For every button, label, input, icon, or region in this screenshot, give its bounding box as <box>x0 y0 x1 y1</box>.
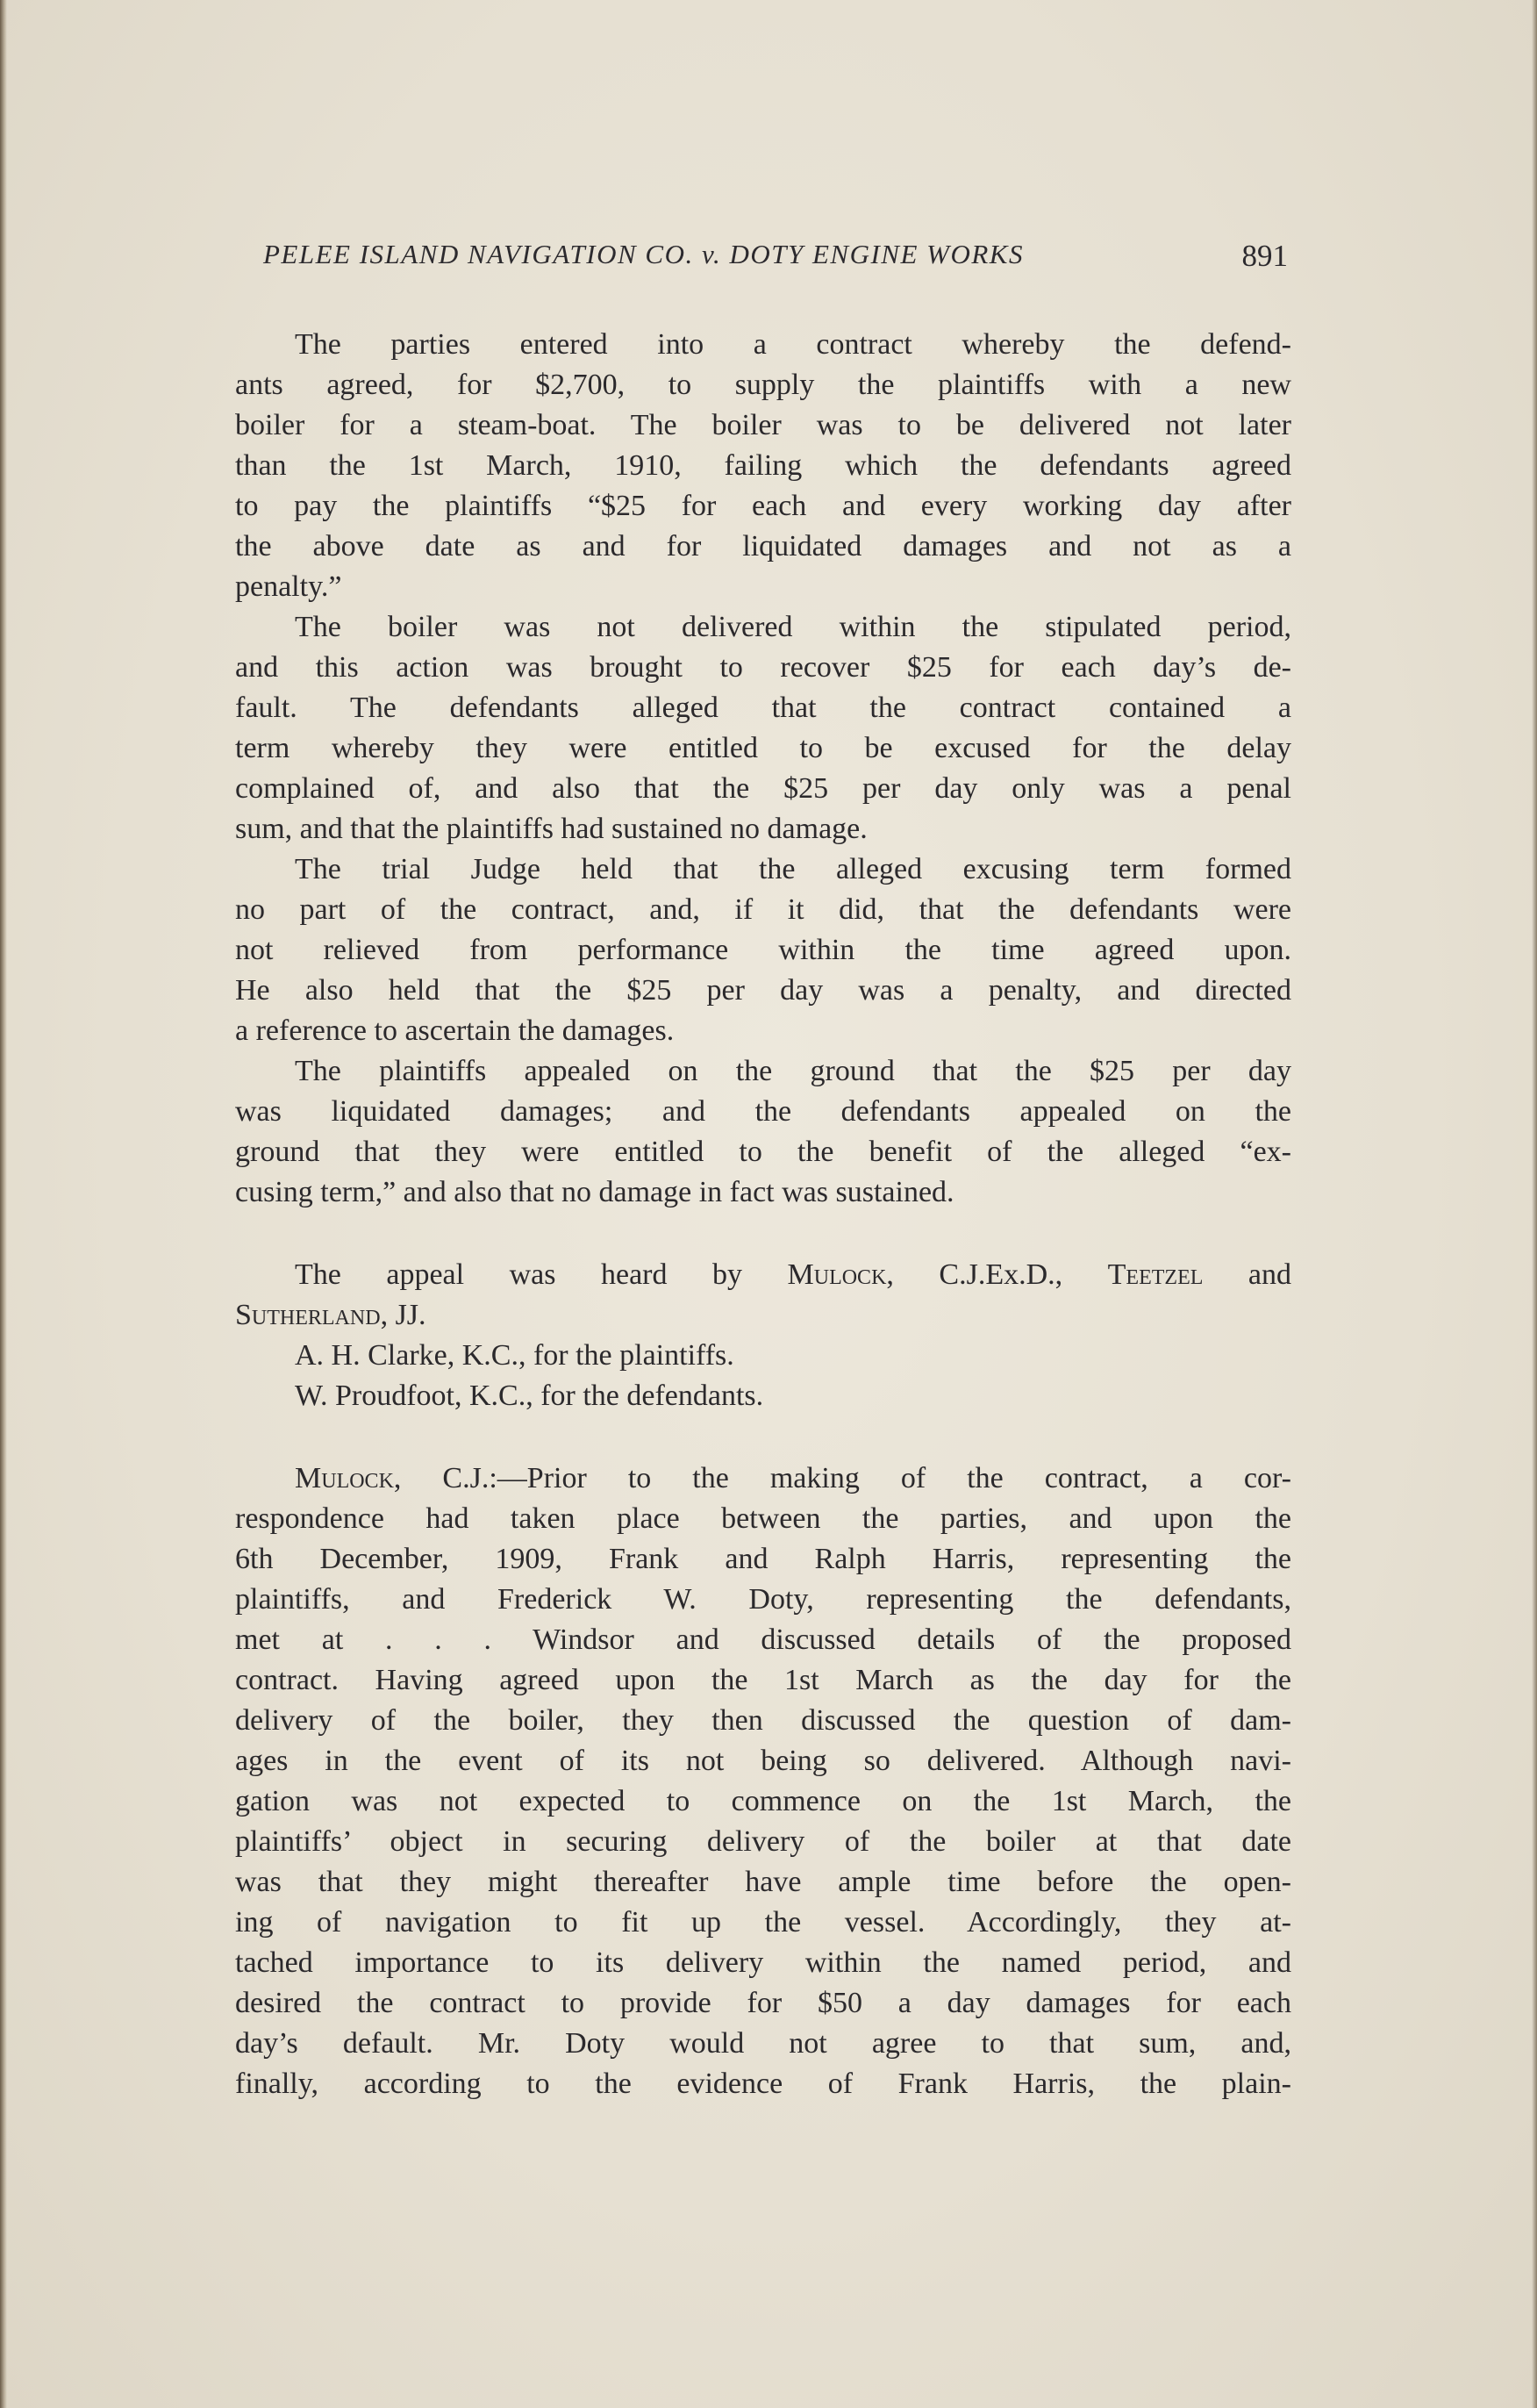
text-line: He also held that the $25 per day was a penalty, and directed <box>235 974 1291 1007</box>
section-gap <box>235 1213 1291 1255</box>
judge-name: Teetzel <box>1107 1258 1204 1291</box>
text-line: sum, and that the plaintiffs had sustained no damage. <box>235 813 868 845</box>
text-line: desired the contract to provide for $50 a day damages for each <box>235 1987 1291 2019</box>
text-line: complained of, and also that the $25 per day only was a penal <box>235 772 1291 805</box>
judgment-paragraph <box>235 1458 1291 2104</box>
page-number: 891 <box>1241 239 1288 273</box>
hearing-text: , JJ. <box>380 1299 426 1331</box>
text-line <box>235 1458 1291 1499</box>
text-line: respondence had taken place between the parties, and upon the <box>235 1502 1291 1535</box>
judge-name: Mulock <box>295 1462 394 1494</box>
text-line: finally, according to the evidence of Frank Harris, the plain- <box>235 2068 1291 2100</box>
counsel-line: W. Proudfoot, K.C., for the defendants. <box>295 1380 764 1412</box>
headnote-paragraph-2 <box>235 607 1291 849</box>
page-right-edge <box>1532 0 1537 2408</box>
text-line: The trial Judge held that the alleged excusing term formed <box>295 853 1291 885</box>
text-line: to pay the plaintiffs “$25 for each and every working day after <box>235 490 1291 522</box>
text-line <box>235 1295 1291 1336</box>
text-line: plaintiffs, and Frederick W. Doty, representing the defendants, <box>235 1583 1291 1616</box>
text-line: and this action was brought to recover $25 for each day’s de- <box>235 651 1291 684</box>
section-gap <box>235 1416 1291 1458</box>
text-line: cusing term,” and also that no damage in fact was sustained. <box>235 1176 954 1208</box>
page-binding-edge <box>0 0 7 2408</box>
counsel-line: A. H. Clarke, K.C., for the plaintiffs. <box>295 1339 734 1372</box>
judge-name: Mulock <box>787 1258 887 1291</box>
text-line: was liquidated damages; and the defendants appealed on the <box>235 1095 1291 1128</box>
headnote-paragraph-1 <box>235 325 1291 607</box>
text-line <box>235 1255 1291 1295</box>
text-line: was that they might thereafter have ample time before the open- <box>235 1866 1291 1898</box>
hearing-text: and <box>1203 1258 1291 1291</box>
text-line: met at . . . Windsor and discussed details of the proposed <box>235 1623 1291 1656</box>
text-line: The boiler was not delivered within the stipulated period, <box>295 611 1291 643</box>
text-line: term whereby they were entitled to be excused for the delay <box>235 732 1291 764</box>
text-line: contract. Having agreed upon the 1st March as the day for the <box>235 1664 1291 1696</box>
text-line: ground that they were entitled to the benefit of the alleged “ex- <box>235 1136 1291 1168</box>
judge-name: Sutherland <box>235 1299 381 1331</box>
text-line: day’s default. Mr. Doty would not agree to that sum, and, <box>235 2027 1291 2060</box>
hearing-text: The appeal was heard by <box>295 1258 788 1291</box>
judgment-opening-text: , C.J.:—Prior to the making of the contract, a cor- <box>393 1462 1291 1494</box>
text-line: gation was not expected to commence on the 1st March, the <box>235 1785 1291 1817</box>
text-line: no part of the contract, and, if it did, that the defendants were <box>235 893 1291 926</box>
hearing-text: , C.J.Ex.D., <box>886 1258 1108 1291</box>
text-line: penalty.” <box>235 570 342 603</box>
text-line: delivery of the boiler, they then discussed the question of dam- <box>235 1704 1291 1737</box>
page-header <box>263 239 1288 283</box>
text-line: a reference to ascertain the damages. <box>235 1014 675 1047</box>
headnote-paragraph-4 <box>235 1051 1291 1213</box>
text-line: tached importance to its delivery within the named period, and <box>235 1946 1291 1979</box>
text-line: 6th December, 1909, Frank and Ralph Harris, representing the <box>235 1543 1291 1575</box>
text-line: ing of navigation to fit up the vessel. Accordingly, they at- <box>235 1906 1291 1939</box>
text-line: plaintiffs’ object in securing delivery of the boiler at that date <box>235 1825 1291 1858</box>
text-line: ants agreed, for $2,700, to supply the plaintiffs with a new <box>235 369 1291 401</box>
page-body <box>235 325 1291 2104</box>
text-line: The parties entered into a contract whereby the defend- <box>295 328 1291 361</box>
text-line: The plaintiffs appealed on the ground that the $25 per day <box>295 1055 1291 1087</box>
text-line: the above date as and for liquidated damages and not as a <box>235 530 1291 563</box>
running-title: PELEE ISLAND NAVIGATION CO. v. DOTY ENGINE WORKS <box>263 239 1024 269</box>
text-line: boiler for a steam-boat. The boiler was to be delivered not later <box>235 409 1291 441</box>
headnote-paragraph-3 <box>235 849 1291 1051</box>
text-line: than the 1st March, 1910, failing which the defendants agreed <box>235 449 1291 482</box>
text-line: fault. The defendants alleged that the contract contained a <box>235 692 1291 724</box>
text-line: not relieved from performance within the time agreed upon. <box>235 934 1291 966</box>
hearing-statement <box>235 1255 1291 1416</box>
text-line: ages in the event of its not being so delivered. Although navi- <box>235 1745 1291 1777</box>
